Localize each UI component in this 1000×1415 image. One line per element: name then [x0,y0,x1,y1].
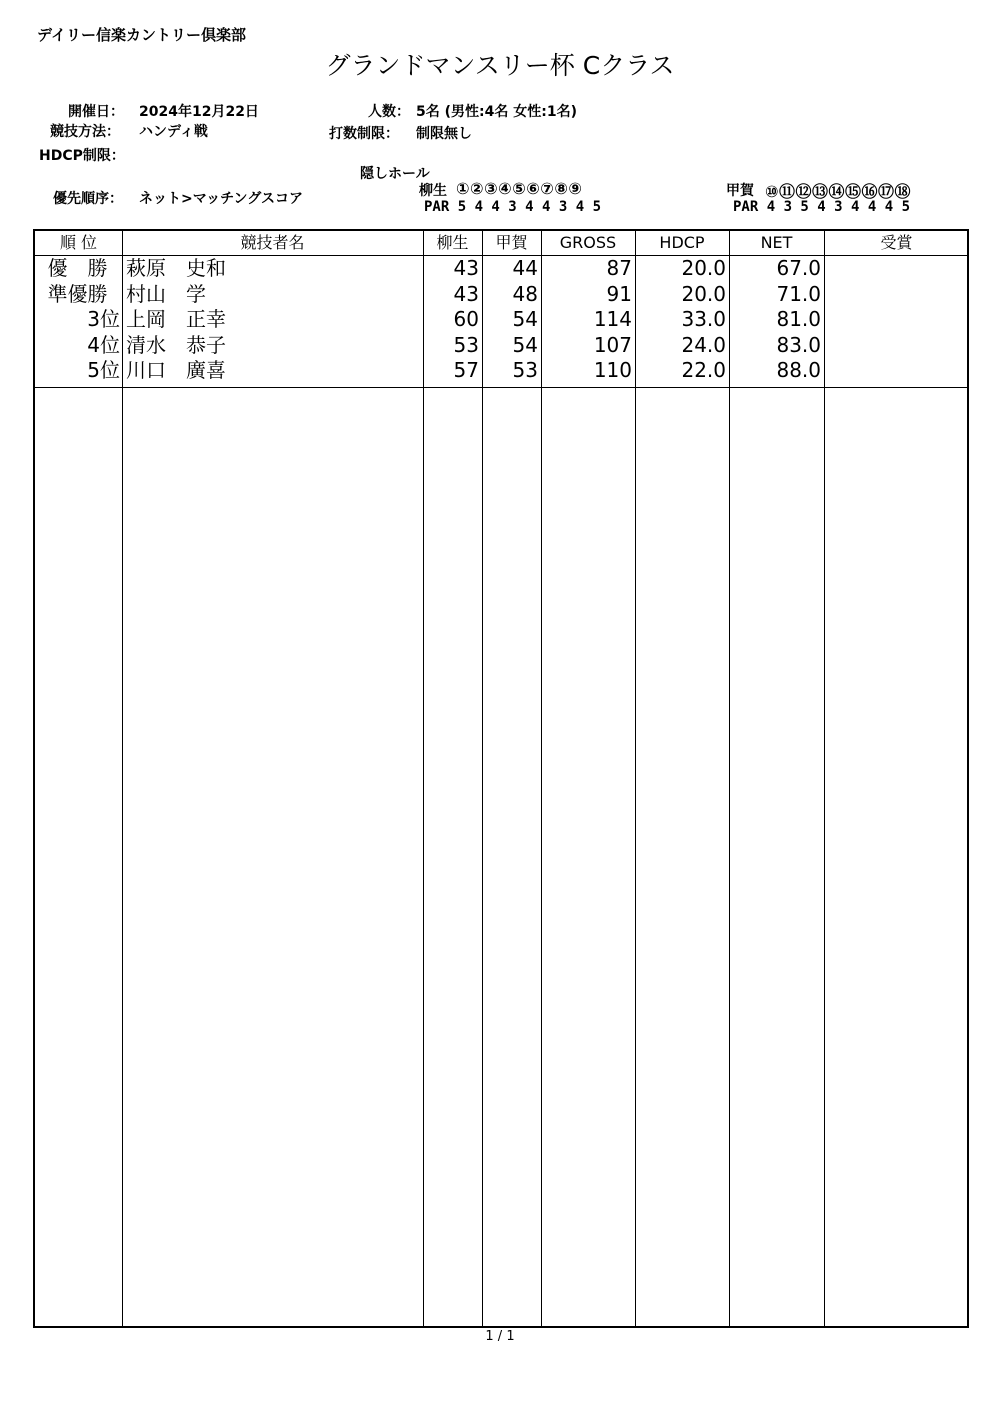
out-score-cell: 43 [453,281,479,306]
out-score-cell: 53 [453,332,479,357]
hdcp-limit-label: HDCP制限： [39,148,125,164]
club-name: デイリー信楽カントリー倶楽部 [37,26,246,44]
net-cell: 67.0 [776,256,821,280]
award-cell [824,332,969,358]
priority-value: ネット>マッチングスコア [139,191,304,207]
in-score-cell: 53 [512,358,538,383]
net-cell: 81.0 [776,307,821,332]
award-cell [824,306,969,332]
header-award: 受賞 [880,233,913,252]
in-score-cell: 54 [512,332,538,357]
hidden-hole-label: 隠しホール [360,166,430,182]
player-name-cell: 萩原 史和 [126,256,226,280]
award-cell [824,357,969,383]
header-gross: GROSS [559,233,617,252]
header-player-name: 競技者名 [240,233,305,252]
in-score-cell: 44 [512,256,538,280]
in-par-row: PAR 4 3 5 4 3 4 4 4 5 [733,199,911,215]
stroke-limit-value: 制限無し [416,126,472,142]
in-hole-numbers: ⑩⑪⑫⑬⑭⑮⑯⑰⑱ [765,182,912,201]
date-value: 2024年12月22日 [139,104,259,120]
out-score-cell: 57 [453,358,479,383]
net-cell: 83.0 [776,332,821,357]
hdcp-cell: 24.0 [681,332,726,357]
gross-cell: 107 [593,332,632,357]
header-hdcp: HDCP [659,233,705,252]
count-value: 5名 (男性:4名 女性:1名) [416,104,577,120]
rank-cell: 5位 [87,358,120,383]
in-score-cell: 54 [512,307,538,332]
player-name-cell: 上岡 正幸 [126,307,226,332]
hdcp-cell: 33.0 [681,307,726,332]
net-cell: 88.0 [776,358,821,383]
hdcp-cell: 22.0 [681,358,726,383]
rank-cell: 優 勝 [47,256,108,280]
stroke-limit-label: 打数制限： [329,126,399,142]
header-out-course: 柳生 [436,233,469,252]
header-in-course: 甲賀 [495,233,528,252]
date-label: 開催日： [68,104,124,120]
player-name-cell: 村山 学 [126,281,206,306]
count-label: 人数： [368,104,410,120]
gross-cell: 110 [593,358,632,383]
out-par-row: PAR 5 4 4 3 4 4 3 4 5 [424,199,602,215]
hdcp-cell: 20.0 [681,281,726,306]
gross-cell: 91 [606,281,632,306]
rank-cell: 準優勝 [47,281,108,306]
page-title: グランドマンスリー杯 Cクラス [325,51,675,80]
player-name-cell: 川口 廣喜 [126,358,226,383]
in-course-name: 甲賀 [726,183,754,199]
award-cell [824,281,969,307]
gross-cell: 114 [593,307,632,332]
out-score-cell: 60 [453,307,479,332]
out-hole-numbers: ①②③④⑤⑥⑦⑧⑨ [456,179,583,198]
in-score-cell: 48 [512,281,538,306]
method-value: ハンディ戦 [139,124,208,140]
hdcp-cell: 20.0 [681,256,726,280]
method-label: 競技方法： [50,124,120,140]
rank-cell: 3位 [87,307,120,332]
header-rank: 順 位 [59,233,98,252]
priority-label: 優先順序： [53,191,123,207]
header-net: NET [760,233,793,252]
gross-cell: 87 [606,256,632,280]
net-cell: 71.0 [776,281,821,306]
out-course-name: 柳生 [419,183,447,199]
rank-cell: 4位 [87,332,120,357]
award-cell [824,255,969,281]
page-number: 1 / 1 [485,1329,515,1344]
out-score-cell: 43 [453,256,479,280]
player-name-cell: 清水 恭子 [126,332,226,357]
results-table [33,229,969,1328]
